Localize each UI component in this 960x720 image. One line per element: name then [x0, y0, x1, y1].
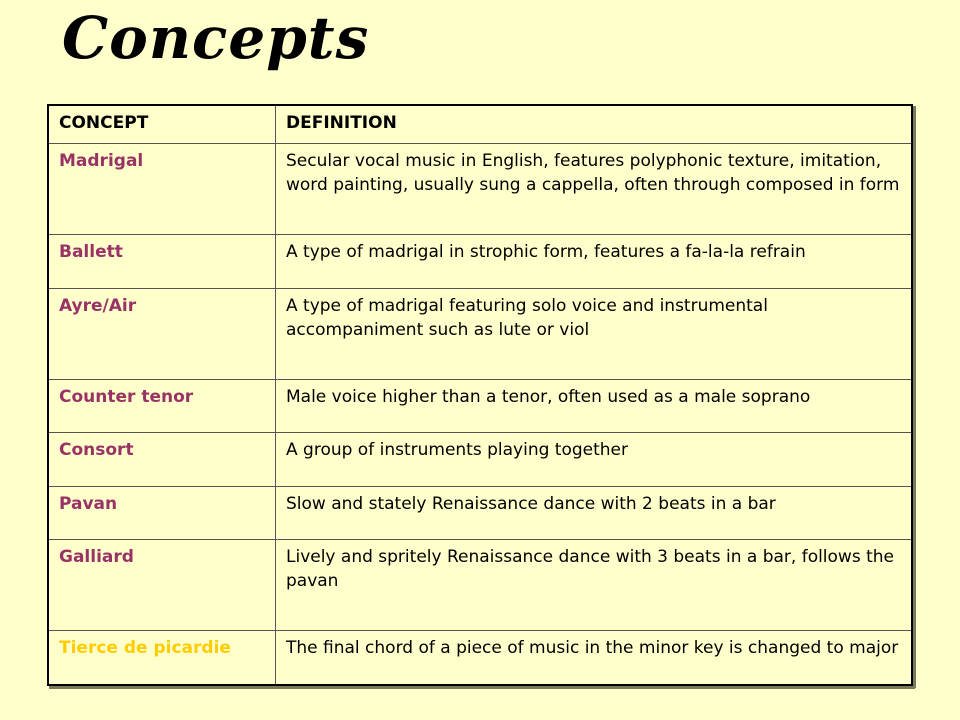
header-concept: CONCEPT: [48, 105, 276, 144]
concepts-table: [47, 104, 913, 686]
concept-cell: Consort: [48, 433, 276, 486]
table-shadow-right: [913, 106, 916, 688]
table-row: [48, 379, 912, 432]
concept-cell-highlighted: Tierce de picardie: [48, 631, 276, 685]
table-shadow-bottom: [49, 686, 915, 689]
concept-cell: Pavan: [48, 486, 276, 539]
table-row: [48, 540, 912, 631]
concept-cell: Ballett: [48, 235, 276, 288]
definition-cell: A group of instruments playing together: [276, 433, 913, 486]
definition-cell: Secular vocal music in English, features polyphonic texture, imitation, word painting, usually sung a cappella, often through composed in form: [276, 144, 913, 235]
table-row: [48, 631, 912, 685]
definition-cell: Male voice higher than a tenor, often used as a male soprano: [276, 379, 913, 432]
table-row: [48, 144, 912, 235]
definition-cell: The final chord of a piece of music in the minor key is changed to major: [276, 631, 913, 685]
definition-cell: Lively and spritely Renaissance dance with 3 beats in a bar, follows the pavan: [276, 540, 913, 631]
concept-cell: Counter tenor: [48, 379, 276, 432]
table-row: [48, 235, 912, 288]
concept-cell: Galliard: [48, 540, 276, 631]
table-row: [48, 486, 912, 539]
concept-cell: Ayre/Air: [48, 288, 276, 379]
concept-cell: Madrigal: [48, 144, 276, 235]
table-row: [48, 288, 912, 379]
definition-cell: A type of madrigal in strophic form, features a fa-la-la refrain: [276, 235, 913, 288]
table-header-row: [48, 105, 912, 144]
page-title: Concepts: [62, 4, 370, 72]
definition-cell: A type of madrigal featuring solo voice and instrumental accompaniment such as lute or viol: [276, 288, 913, 379]
table-row: [48, 433, 912, 486]
definition-cell: Slow and stately Renaissance dance with 2 beats in a bar: [276, 486, 913, 539]
header-definition: DEFINITION: [276, 105, 913, 144]
